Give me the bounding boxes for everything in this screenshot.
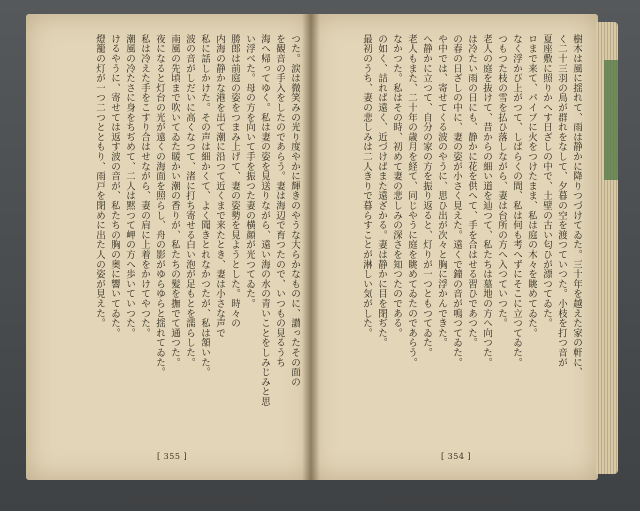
- text-column: 樹木は風に揺れて、雨は静かに降りつづけてゐた。三十年を越えた家の軒に、: [571, 34, 582, 377]
- text-column: つもつた枝の雪を払ひ落しながら、妻は台所の方へ入つていつた。: [496, 34, 507, 328]
- text-column: い浮べた。母の方を向いて手を振つた妻の横顔が光つてゐた。: [244, 34, 255, 309]
- text-column: く二十三羽の鳥が群れをなして、夕暮の空を渡つていつた。小枝を打つ音が: [556, 34, 567, 368]
- text-column: 最初のうち、妻の悲しみは二人きりで暮らすことが淋しい気がした。: [361, 34, 372, 338]
- book-gutter: [302, 14, 320, 480]
- text-column: つた。涙は微笑みの光り度やかに輝きのやうな大らかなものに、讃ったその面の: [289, 34, 300, 387]
- text-column: けるやうに、寄せては返す波の音が、私たちの胸の奥に響いてゐた。: [109, 34, 120, 338]
- bookmark-tab: [604, 60, 618, 180]
- text-column: 私に話しかけた。その声は細かくて、よく聞きとれなかつたが、私は頷いた。: [199, 34, 210, 377]
- text-column: 南風の先頃まで吹いてゐた暖かい潮の香りが、私たちの髪を撫でて通つた。: [169, 34, 180, 368]
- text-column: 波の音がしだいに高くなつて、渚に打ち寄せる白い泡が足もとを濡らした。: [184, 34, 195, 368]
- text-column: 私は冷えた手をこすり合はせながら、妻の肩に上着をかけてやつた。: [139, 34, 150, 338]
- text-column: 燈籠の灯が一つ二つとともり、雨戸を閉めに出た人の姿が見えた。: [94, 34, 105, 328]
- text-column: や中では、寄せてくる波のやうに、思ひ出が次々と胸に浮かんできた。: [436, 34, 447, 348]
- text-column: 海へ帰ってゆく。私は妻の姿を見送りながら、遠い海の水の青いことをしみじみと思: [259, 34, 270, 407]
- right-page-text: [324, 34, 582, 440]
- text-column: へ静かに立つて、自分の家の方を振り返ると、灯りが一つともつてゐた。: [421, 34, 432, 358]
- text-column: 夜になると灯台の光が遠くの海面を照らし、舟の影がゆらゆらと揺れてゐた。: [154, 34, 165, 377]
- text-column: を観音の手入をしたのであらう。妻は海辺で育つたので、いつもの見るうち: [274, 34, 285, 368]
- text-column: 老人もまた、二十年の歳月を経て、同じやうに庭を眺めてゐたのであらう。: [406, 34, 417, 368]
- text-column: 夏座敷に照りかへす日ざしの中で、土壁の古い匂ひが漂つてゐた。: [541, 34, 552, 328]
- text-column: ロまで来て、パイプに火をつけたまま、私は庭の木々を眺めてゐた。: [526, 34, 537, 338]
- text-column: 勝郎は前庭の姿をつまみ上げて、妻の姿勢を見ようとした。時々の: [229, 34, 240, 328]
- page-number: [ 354 ]: [441, 452, 472, 461]
- text-column: の春の日ざしの中に、妻の姿が小さく見えた。遠くで鐘の音が鳴つてゐた。: [451, 34, 462, 368]
- page-number: [ 355 ]: [157, 452, 188, 461]
- text-column: 老人の庭を抜けて、昔からの細い道を辿つて、私たちは墓地の方へ向つた。: [481, 34, 492, 368]
- text-column: の如く、詰れば遠く、近づけばまた遠ざかる。妻は静かに目を閉ぢた。: [376, 34, 387, 348]
- text-column: なかつた。私はその時、初めて妻の悲しみの深さを知つたのである。: [391, 34, 402, 338]
- left-page-text: [40, 34, 300, 440]
- text-column: 内海の静かな港を出て潮に沿つて近くまで来たとき、妻は小さな声で: [214, 34, 225, 338]
- text-column: は冷たい雨の日にも、静かに花を供へて、手を合はせる習ひであつた。: [466, 34, 477, 348]
- text-column: 潮風の冷たさに身をちぢめて、二人は黙つて岬の方へ歩いていつた。: [124, 34, 135, 338]
- text-column: なく浮かび上がつて、しばらくの間、私は何も考へずにそこに立つてゐた。: [511, 34, 522, 368]
